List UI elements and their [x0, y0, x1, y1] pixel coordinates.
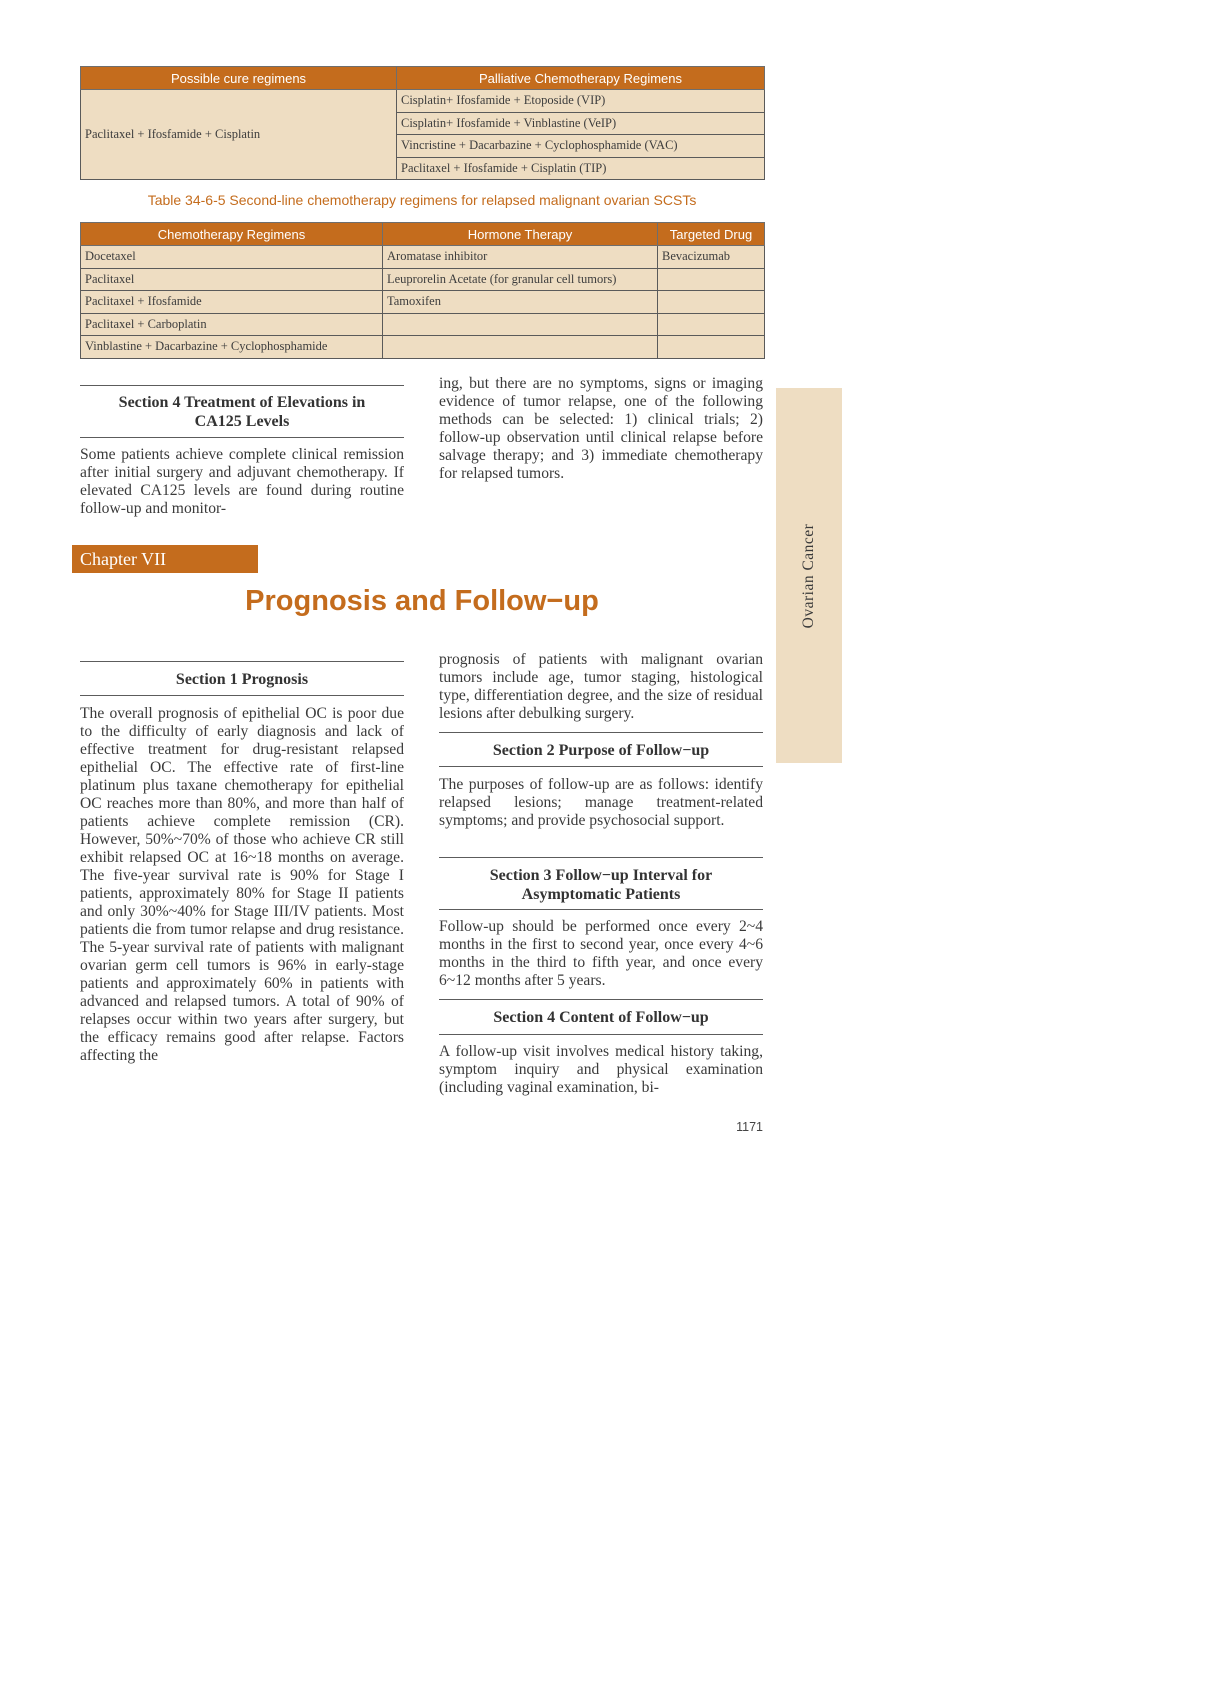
section-rule: [439, 857, 763, 858]
side-tab-ovarian-cancer: [776, 388, 842, 763]
table-cell: Tamoxifen: [383, 291, 658, 314]
table-cell: [658, 336, 765, 359]
table-cell: [383, 336, 658, 359]
heading-line: Asymptomatic Patients: [521, 886, 681, 903]
chapter-label: Chapter VII: [72, 545, 258, 573]
table-header-targeted: Targeted Drug: [658, 223, 765, 246]
table-cell: [658, 313, 765, 336]
table-row: [81, 268, 765, 291]
table-cell: Paclitaxel: [81, 268, 383, 291]
table-row: [81, 246, 765, 269]
table-cell: Vinblastine + Dacarbazine + Cyclophosphamide: [81, 336, 383, 359]
table-cell: Leuprorelin Acetate (for granular cell tumors): [383, 268, 658, 291]
section-rule: [80, 695, 404, 696]
table-cell-cure-regimen: Paclitaxel + Ifosfamide + Cisplatin: [81, 90, 397, 180]
table-header-hormone: Hormone Therapy: [383, 223, 658, 246]
paragraph-purpose: The purposes of follow-up are as follows: identify relapsed lesions; manage treatment-related symptoms; and provide psychosocial support.: [439, 776, 763, 829]
section-heading-prognosis: Section 1 Prognosis: [175, 671, 309, 688]
heading-line: CA125 Levels: [194, 413, 290, 430]
section-heading-ca125: [80, 393, 404, 431]
table-cell: Docetaxel: [81, 246, 383, 269]
section-rule: [439, 909, 763, 910]
table-cell: Aromatase inhibitor: [383, 246, 658, 269]
table-row: [81, 313, 765, 336]
table-cell-palliative: Cisplatin+ Ifosfamide + Vinblastine (VeIP): [397, 112, 765, 135]
page-number: 1171: [736, 1120, 763, 1134]
table-header-cure: Possible cure regimens: [81, 67, 397, 90]
section-rule: [439, 766, 763, 767]
heading-line: Section 4 Treatment of Elevations in: [118, 394, 366, 411]
table-header-palliative: Palliative Chemotherapy Regimens: [397, 67, 765, 90]
section-heading-content: Section 4 Content of Follow−up: [493, 1009, 709, 1026]
paragraph-prognosis: The overall prognosis of epithelial OC is poor due to the difficulty of early diagnosis and lack of effective treatment for drug-resistant relapsed epithelial OC. The effective rate of first-line platinum plus taxane chemotherapy for epithelial OC reaches more than 80%, and more than half of patients achieve complete remission (CR). However, 50%~70% of those who achieve CR still exhibit relapsed OC at 16~18 months on average. The five-year survival rate is 90% for Stage I patients, approximately 80% for Stage II patients and only 30%~40% for Stage III/IV patients. Most patients die from tumor relapse and drug resistance. The 5-year survival rate of patients with malignant ovarian germ cell tumors is 96% in early-stage patients and approximately 60% in patients with advanced and relapsed tumors. A total of 90% of relapses occur within two years after surgery, but the efficacy remains good after relapse. Factors affecting the: [80, 705, 404, 1064]
table-row: [81, 336, 765, 359]
section-rule: [439, 732, 763, 733]
table-cell: Bevacizumab: [658, 246, 765, 269]
table-second-line-regimens: [80, 222, 765, 359]
table-cell: [383, 313, 658, 336]
table-cell: [658, 268, 765, 291]
table-cell-palliative: Cisplatin+ Ifosfamide + Etoposide (VIP): [397, 90, 765, 113]
table-header-chemo: Chemotherapy Regimens: [81, 223, 383, 246]
table-caption: Table 34-6-5 Second-line chemotherapy regimens for relapsed malignant ovarian SCSTs: [147, 192, 697, 208]
table-cure-vs-palliative-regimens: [80, 66, 765, 180]
table-cell-palliative: Vincristine + Dacarbazine + Cyclophosphamide (VAC): [397, 135, 765, 158]
table-cell: [658, 291, 765, 314]
section-heading-interval: [439, 866, 763, 904]
paragraph-interval: Follow-up should be performed once every 2~4 months in the first to second year, once every 4~6 months in the third to fifth year, and once every 6~12 months after 5 years.: [439, 918, 763, 989]
paragraph-ca125-right: ing, but there are no symptoms, signs or imaging evidence of tumor relapse, one of the following methods can be selected: 1) clinical trials; 2) follow-up observation until clinical relapse before salvage therapy; and 3) immediate chemotherapy for relapsed tumors.: [439, 375, 763, 482]
chapter-title: Prognosis and Follow−up: [245, 585, 599, 617]
section-rule: [439, 999, 763, 1000]
section-rule: [80, 385, 404, 386]
paragraph-ca125-left: Some patients achieve complete clinical remission after initial surgery and adjuvant chemotherapy. If elevated CA125 levels are found during routine follow-up and monitor-: [80, 446, 404, 517]
table-cell: Paclitaxel + Ifosfamide: [81, 291, 383, 314]
section-heading-purpose: Section 2 Purpose of Follow−up: [492, 742, 710, 759]
paragraph-prognosis-continued: prognosis of patients with malignant ovarian tumors include age, tumor staging, histological type, differentiation degree, and the size of residual lesions after debulking surgery.: [439, 651, 763, 722]
section-rule: [80, 437, 404, 438]
table-cell: Paclitaxel + Carboplatin: [81, 313, 383, 336]
table-cell-palliative: Paclitaxel + Ifosfamide + Cisplatin (TIP): [397, 157, 765, 180]
table-row: [81, 291, 765, 314]
heading-line: Section 3 Follow−up Interval for: [489, 867, 713, 884]
section-rule: [80, 661, 404, 662]
section-rule: [439, 1034, 763, 1035]
paragraph-content: A follow-up visit involves medical history taking, symptom inquiry and physical examination (including vaginal examination, bi-: [439, 1043, 763, 1096]
side-tab-label: Ovarian Cancer: [800, 523, 817, 628]
